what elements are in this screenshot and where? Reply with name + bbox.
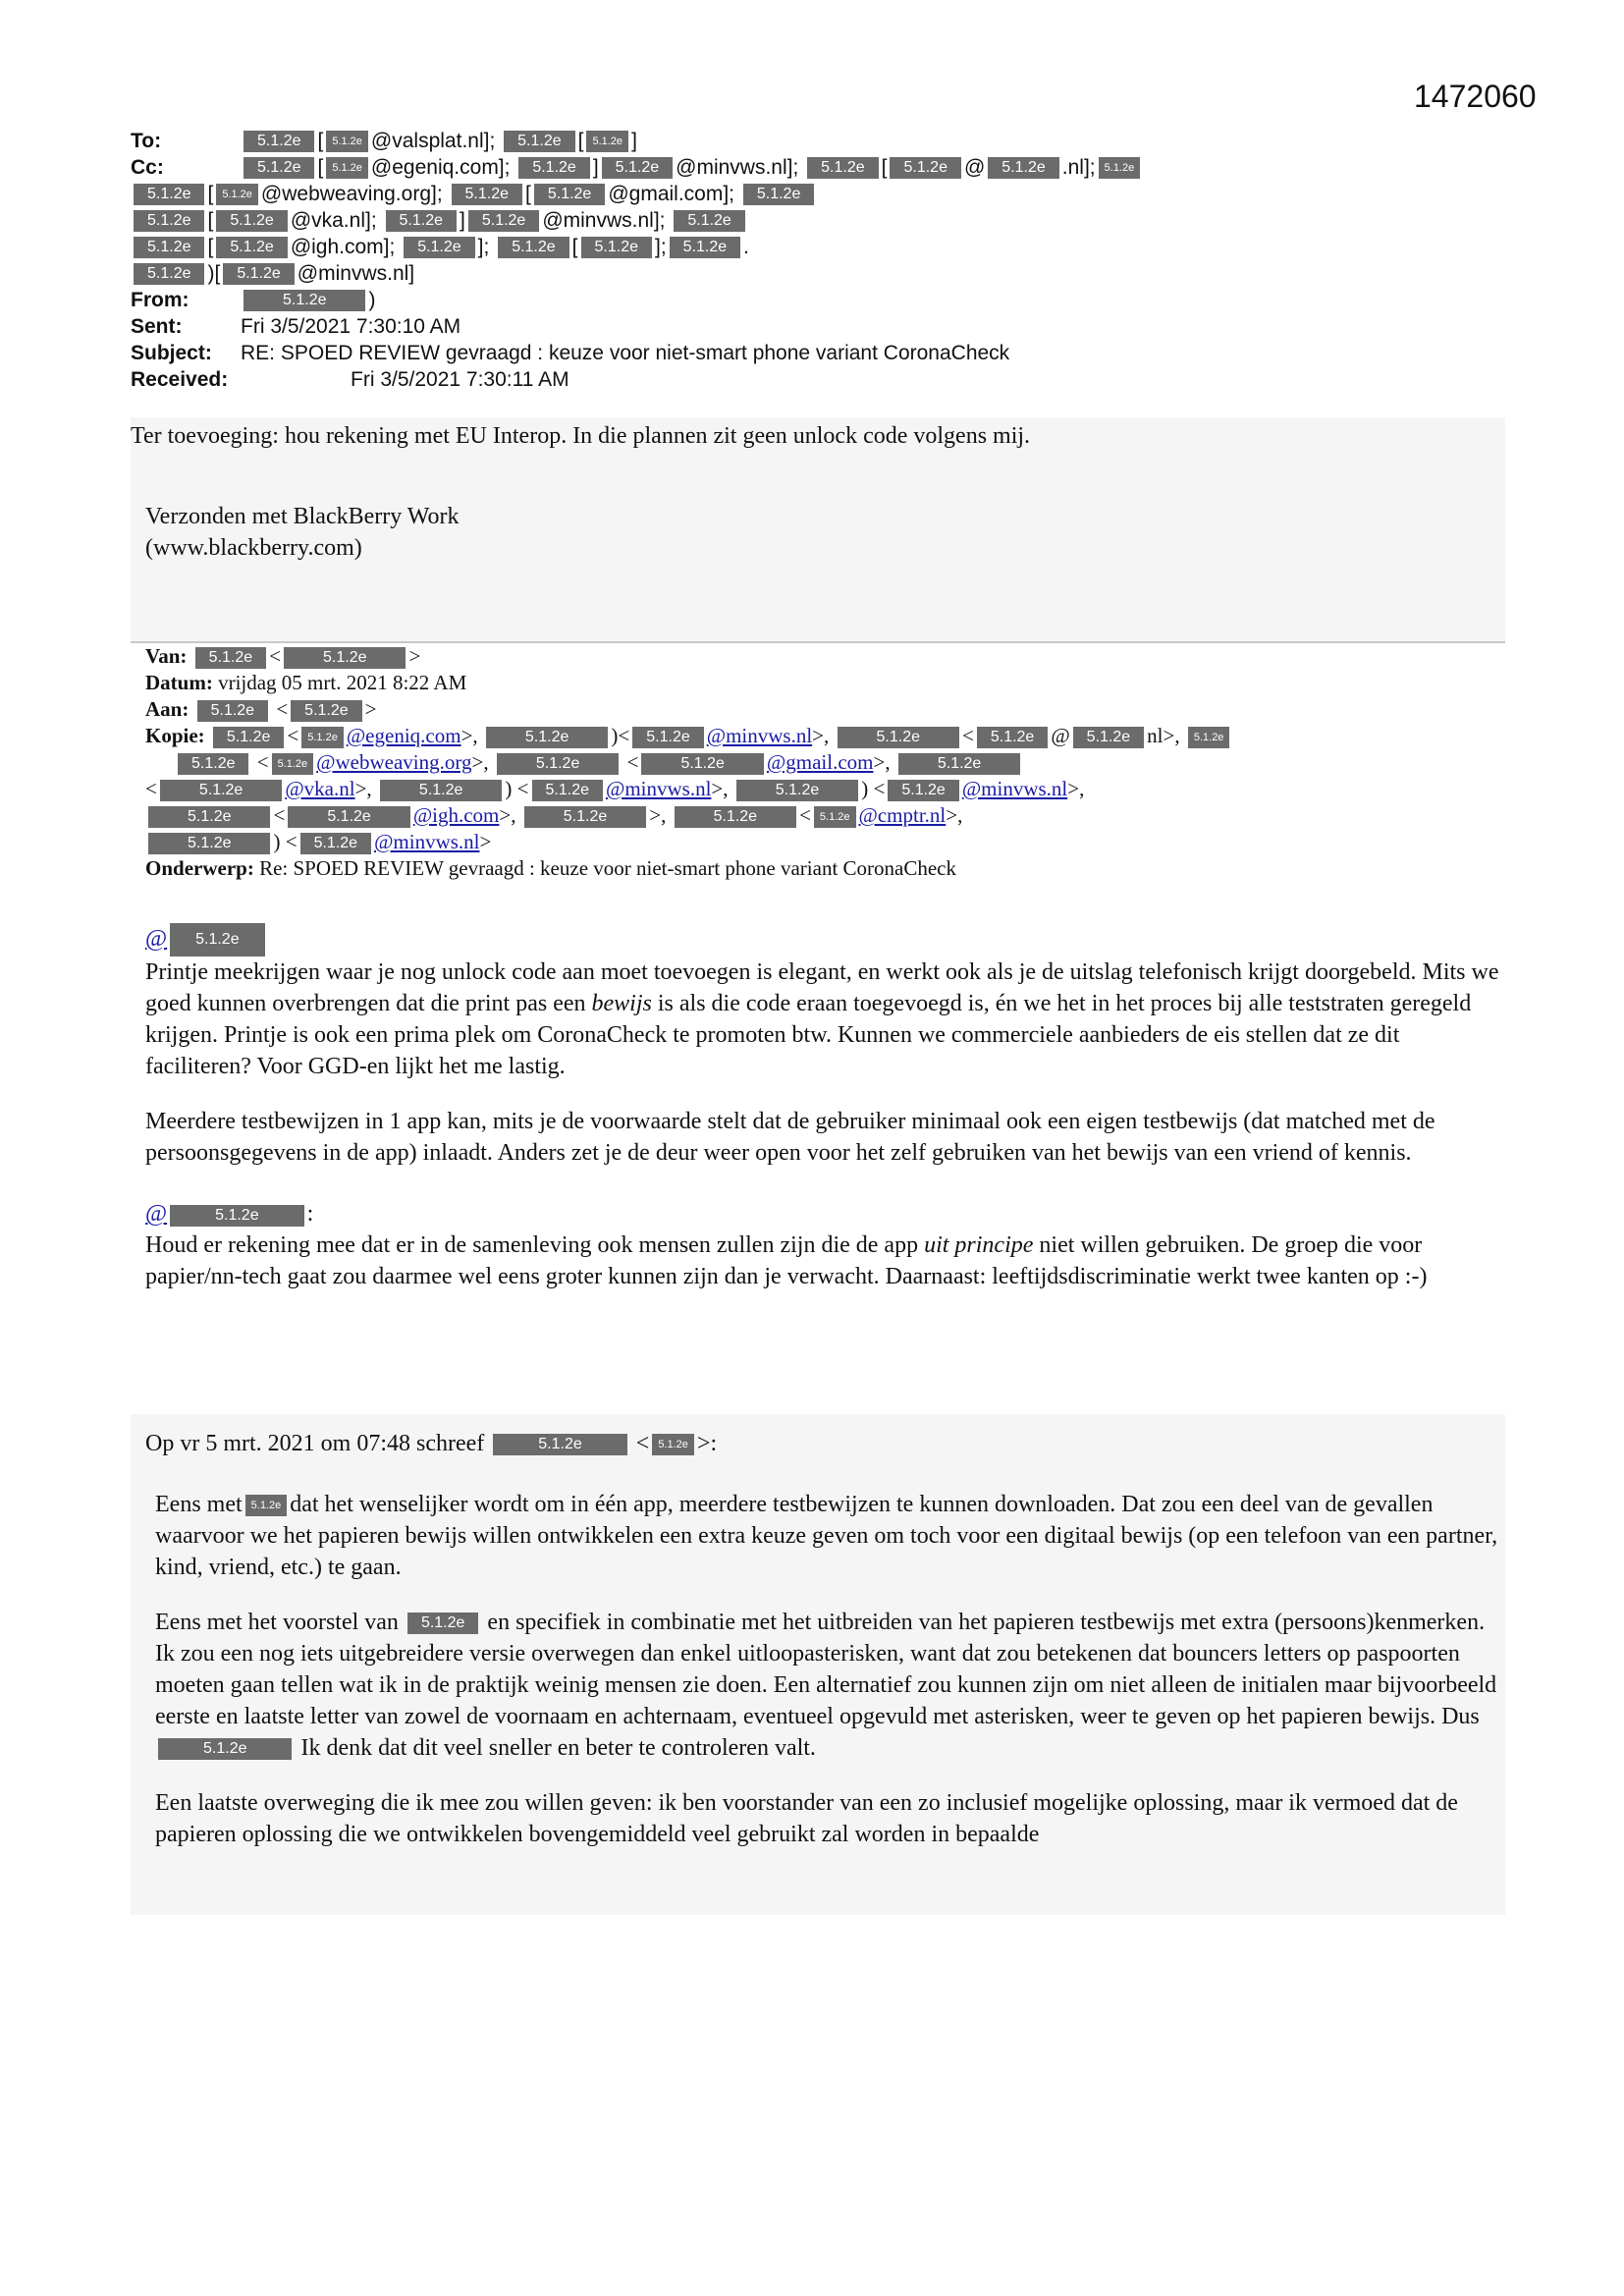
cc-domain: @igh.com]; [290, 236, 396, 258]
email-link[interactable]: @cmptr.nl [858, 803, 947, 827]
email-link[interactable]: @minvws.nl [706, 724, 813, 747]
reply-body [131, 417, 1505, 641]
redaction: 5.1.2e [291, 700, 361, 722]
redaction: 5.1.2e [534, 184, 605, 205]
cc-domain: @ [963, 156, 986, 179]
redaction: 5.1.2e [890, 157, 960, 179]
redaction: 5.1.2e [195, 647, 266, 669]
quote-intro: Op vr 5 mrt. 2021 om 07:48 schreef [145, 1431, 485, 1456]
redaction: 5.1.2e [134, 263, 204, 285]
redaction: 5.1.2e [581, 237, 652, 258]
signature [131, 501, 1505, 564]
redaction: 5.1.2e [404, 237, 474, 258]
subject-row [131, 340, 1495, 366]
redaction: 5.1.2e [326, 131, 368, 152]
redaction: 5.1.2e [743, 184, 814, 205]
email-link[interactable]: @webweaving.org [316, 750, 472, 774]
cc-domain: @minvws.nl]; [676, 156, 799, 179]
redaction: 5.1.2e [504, 131, 574, 152]
subject-value: RE: SPOED REVIEW gevraagd : keuze voor niet-smart phone variant CoronaCheck [241, 342, 1010, 364]
subject-label: Subject: [131, 342, 212, 364]
email-link[interactable]: @igh.com [412, 803, 500, 827]
paragraph: Een laatste overweging die ik mee zou willen geven: ik ben voorstander van een zo inclusief mogelijke oplossing, maar ik vermoed dat de papieren oplossing die we ontwikkelen bovengemiddeld veel gebruikt zal worden in bepaalde [155, 1790, 1458, 1847]
redaction: 5.1.2e [197, 700, 268, 722]
cc-domain: @minvws.nl] [297, 262, 415, 285]
cc-domain: @webweaving.org]; [260, 183, 443, 205]
mention[interactable]: @ [145, 926, 168, 952]
paragraph: Houd er rekening mee dat er in de samenleving ook mensen zullen zijn die de app uit principe niet willen gebruiken. De groep die voor papier/nn-tech gaat zou daarmee wel eens groter kunnen zijn dan je verwacht. Daarnaast: leeftijdsdiscriminatie werkt twee kanten op :-) [145, 1232, 1428, 1290]
redaction: 5.1.2e [674, 210, 744, 232]
redaction: 5.1.2e [244, 290, 365, 311]
redaction: 5.1.2e [468, 210, 539, 232]
redaction: 5.1.2e [326, 157, 368, 179]
redaction: 5.1.2e [244, 131, 314, 152]
redaction: 5.1.2e [284, 647, 406, 669]
redaction: 5.1.2e [807, 157, 878, 179]
from-row: From: 5.1.2e ) [131, 289, 376, 311]
email-link[interactable]: @egeniq.com [346, 724, 461, 747]
email-link[interactable]: @minvws.nl [605, 777, 712, 800]
cc-domain: ]; [477, 236, 490, 258]
aan-row: Aan: 5.1.2e < 5.1.2e > [145, 697, 377, 721]
redaction: 5.1.2e [134, 210, 204, 232]
signature-link: (www.blackberry.com) [145, 535, 362, 561]
redaction: 5.1.2e [602, 157, 673, 179]
reply-text: Ter toevoeging: hou rekening met EU Interop. In die plannen zit geen unlock code volgens mij. [131, 423, 1031, 449]
message-body: @ 5.1.2e Printje meekrijgen waar je nog unlock code aan moet toevoegen is elegant, en werkt ook als je de uitslag telefonisch krijgt doorgebeld. Mits we goed kunnen overbrengen dat die print pas een bewijs is als die code eraan toegevoegd is, én we het in het proces bij alle teststraten geregeld krijgen. Printje is ook een prima plek om CoronaCheck te promoten btw. Kunnen we commerciele aanbieders de eis stellen dat ze dit faciliteren? Voor GGD-en lijkt het me lastig. Meerdere testbewijzen in 1 app kan, mits je de voorwaarde stelt dat de gebruiker minimaal ook een eigen testbewijs (dat matched met de persoonsgegevens in de app) inlaadt. Anders zet je de deur weer open voor het zelf gebruiken van het bewijs van een vriend of kennis. @ 5.1.2e : Houd er rekening mee dat er in de samenleving ook mensen zullen zijn die de app uit principe niet willen gebruiken. De groep die voor papier/nn-tech gaat zou daarmee wel eens groter kunnen zijn dan je verwacht. Daarnaast: leeftijdsdiscriminatie werkt twee kanten op :-) [131, 923, 1505, 1310]
received-value: Fri 3/5/2021 7:30:11 AM [351, 368, 569, 391]
redaction: 5.1.2e [216, 210, 287, 232]
cc-domain: @egeniq.com]; [370, 156, 511, 179]
van-row: Van: 5.1.2e < 5.1.2e > [145, 644, 421, 668]
paragraph: Printje meekrijgen waar je nog unlock code aan moet toevoegen is elegant, en werkt ook als je de uitslag telefonisch krijgt doorgebeld. Mits we goed kunnen overbrengen dat die print pas een bewijs is als die code eraan toegevoegd is, én we het in het proces bij alle teststraten geregeld krijgen. Printje is ook een prima plek om CoronaCheck te promoten btw. Kunnen we commerciele aanbieders de eis stellen dat ze dit faciliteren? Voor GGD-en lijkt het me lastig. [145, 959, 1499, 1080]
cc-label: Cc: [131, 156, 164, 179]
kopie-row: Kopie: 5.1.2e < 5.1.2e @egeniq.com>, 5.1.2e )< 5.1.2e @minvws.nl>, 5.1.2e < 5.1.2e @ 5.1.2e nl>, 5.1.2e [145, 723, 1510, 749]
onderwerp-row: Onderwerp: Re: SPOED REVIEW gevraagd : keuze voor niet-smart phone variant CoronaCheck [145, 856, 956, 880]
redaction: 5.1.2e [216, 184, 258, 205]
received-label: Received: [131, 368, 229, 391]
cc-domain: @minvws.nl]; [542, 209, 666, 232]
paragraph: Meerdere testbewijzen in 1 app kan, mits je de voorwaarde stelt dat de gebruiker minimaal ook een eigen testbewijs (dat matched met de persoonsgegevens in de app) inlaadt. Anders zet je de deur weer open voor het zelf gebruiken van het bewijs van een vriend of kennis. [145, 1109, 1435, 1167]
email-header: To: 5.1.2e [ 5.1.2e @valsplat.nl]; 5.1.2e [ 5.1.2e ] Cc: 5.1.2e [ 5.1.2e @egeniq.com]; 5.1.2e ] 5.1.2e @minvws.nl]; 5.1.2e [ 5.1.2e @ 5.1.2e .nl]; 5.1.2e 5.1.2e [ 5.1.2e @webweaving.org]; 5.1.2e [ 5.1.2e @gmail.com]; 5.1.2e 5.1.2e [ 5.1.2e @vka.nl]; 5.1.2e ] 5.1.2e @minvws.nl]; 5.1.2e 5.1.2e [ 5.1.2e @igh.com]; 5.1.2e ]; 5.1.2e [ 5.1.2e ]; 5.1.2e . 5.1.2e )[ 5.1.2e @minvws.nl] From: 5.1.2e ) Sent: Fri 3/5/2021 7:30:10 AM Subject: RE: SPOED REVIEW gevraagd : keuze voor niet-smart phone variant CoronaCheck Received: Fri 3/5/2021 7:30:11 AM [131, 128, 1495, 393]
quoted-header: Van: 5.1.2e < 5.1.2e > Datum: vrijdag 05 mrt. 2021 8:22 AM Aan: 5.1.2e < 5.1.2e > Kopie: 5.1.2e < 5.1.2e @egeniq.com>, 5.1.2e )< 5.1.2e @minvws.nl>, 5.1.2e < 5.1.2e @ 5.1.2e nl>, 5.1.2e 5.1.2e < 5.1.2e @webweaving.org>, 5.1.2e < 5.1.2e @gmail.com>, 5.1.2e < 5.1.2e @vka.nl>, 5.1.2e ) < 5.1.2e @minvws.nl>, 5.1.2e ) < 5.1.2e @minvws.nl>, 5.1.2e < 5.1.2e @igh.com>, 5.1.2e >, 5.1.2e < 5.1.2e @cmptr.nl>, 5.1.2e ) < 5.1.2e @minvws.nl> Onderwerp: Re: SPOED REVIEW gevraagd : keuze voor niet-smart phone variant CoronaCheck [145, 643, 1510, 882]
document-id: 1472060 [1414, 79, 1537, 114]
sent-label: Sent: [131, 315, 183, 338]
cc-domain: @gmail.com]; [608, 183, 735, 205]
email-link[interactable]: @minvws.nl [374, 830, 480, 853]
paragraph: Eens met 5.1.2e dat het wenselijker wordt om in één app, meerdere testbewijzen te kunnen downloaden. Dat zou een deel van de gevallen waarvoor we het papieren bewijs willen ontwikkelen een extra keuze geven om toch voor een digitaal bewijs (op een telefoon van een partner, kind, vriend, etc.) te gaan. [155, 1492, 1498, 1580]
cc-domain: ]; [655, 236, 667, 258]
sent-value: Fri 3/5/2021 7:30:10 AM [241, 315, 461, 338]
sent-row [131, 313, 1495, 340]
redaction: 5.1.2e [670, 237, 740, 258]
redaction: 5.1.2e [386, 210, 457, 232]
redaction: 5.1.2e [498, 237, 568, 258]
redaction: 5.1.2e [134, 237, 204, 258]
datum-row: Datum: vrijdag 05 mrt. 2021 8:22 AM [145, 671, 467, 694]
quoted-message: Op vr 5 mrt. 2021 om 07:48 schreef 5.1.2e < 5.1.2e >: Eens met 5.1.2e dat het wenselijker wordt om in één app, meerdere testbewijzen te kunnen downloaden. Dat zou een deel van de gevallen waarvoor we het papieren bewijs willen ontwikkelen een extra keuze geven om toch voor een digitaal bewijs (op een telefoon van een partner, kind, vriend, etc.) te gaan. Eens met het voorstel van 5.1.2e en specifiek in combinatie met het uitbreiden van het papieren testbewijs met extra (persoons)kenmerken. Ik zou een nog iets uitgebreidere versie overwegen dan enkel uitloopasterisken, want dat zou betekenen dat bouncers letters op paspoorten moeten gaan tellen wat ik in de praktijk weinig mensen zie doen. Een alternatief zou kunnen zijn om niet alleen de initialen maar bijvoorbeeld eerste en laatste letter van zowel de voornaam en achternaam, eventueel opgevuld met asterisken, weer te geven op het papieren bewijs. Dus 5.1.2e Ik denk dat dit veel sneller en beter te controleren valt. Een laatste overweging die ik mee zou willen geven: ik ben voorstander van een zo inclusief mogelijke oplossing, maar ik vermoed dat de papieren oplossing die we ontwikkelen bovengemiddeld veel gebruikt zal worden in bepaalde [131, 1414, 1505, 1915]
redaction: 5.1.2e [518, 157, 589, 179]
email-link[interactable]: @vka.nl [285, 777, 355, 800]
email-link[interactable]: @minvws.nl [961, 777, 1068, 800]
to-domain: @valsplat.nl]; [370, 130, 496, 152]
redaction: 5.1.2e [1099, 157, 1141, 179]
redaction: 5.1.2e [216, 237, 287, 258]
from-label: From: [131, 289, 189, 311]
received-row [131, 366, 1495, 393]
redaction: 5.1.2e [586, 131, 628, 152]
cc-domain: .nl]; [1061, 156, 1096, 179]
cc-domain: @vka.nl]; [290, 209, 377, 232]
to-row: To: 5.1.2e [ 5.1.2e @valsplat.nl]; 5.1.2e [ 5.1.2e ] [131, 130, 637, 152]
redaction: 5.1.2e [244, 157, 314, 179]
cc-row: Cc: 5.1.2e [ 5.1.2e @egeniq.com]; 5.1.2e ] 5.1.2e @minvws.nl]; 5.1.2e [ 5.1.2e @ 5.1.2e .nl]; 5.1.2e [131, 154, 1495, 181]
signature-line: Verzonden met BlackBerry Work [145, 504, 460, 529]
to-label: To: [131, 130, 162, 152]
redaction: 5.1.2e [223, 263, 294, 285]
redaction: 5.1.2e [134, 184, 204, 205]
email-link[interactable]: @gmail.com [766, 750, 874, 774]
redaction: 5.1.2e [452, 184, 522, 205]
paragraph: Eens met het voorstel van 5.1.2e en specifiek in combinatie met het uitbreiden van het papieren testbewijs met extra (persoons)kenmerken. Ik zou een nog iets uitgebreidere versie overwegen dan enkel uitloopasterisken, want dat zou betekenen dat bouncers letters op paspoorten moeten gaan tellen wat ik in de praktijk weinig mensen zie doen. Een alternatief zou kunnen zijn om niet alleen de initialen maar bijvoorbeeld eerste en laatste letter van zowel de voornaam en achternaam, eventueel opgevuld met asterisken, weer te geven op het papieren bewijs. Dus 5.1.2e Ik denk dat dit veel sneller en beter te controleren valt. [155, 1610, 1497, 1761]
redaction: 5.1.2e [988, 157, 1058, 179]
mention[interactable]: @ [145, 1201, 168, 1228]
